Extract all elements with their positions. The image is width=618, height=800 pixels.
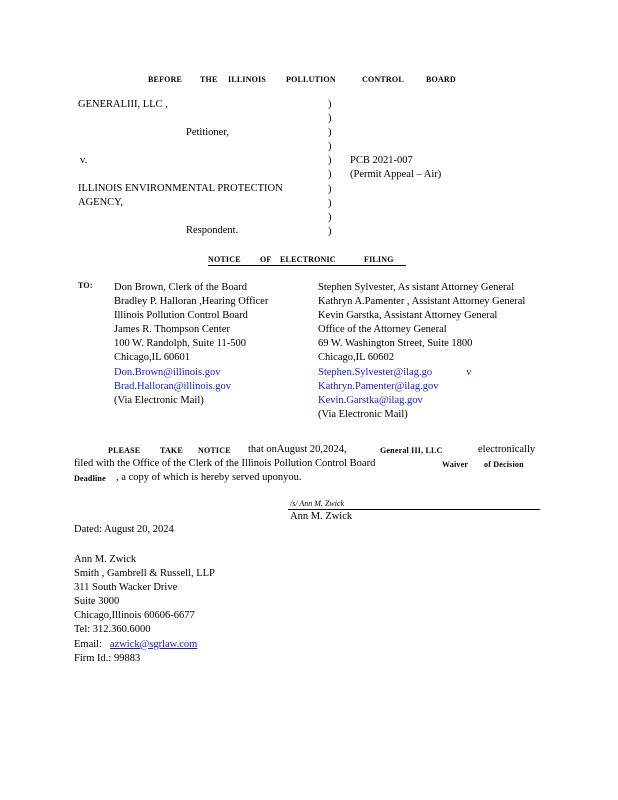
email-link[interactable]: Don.Brown@illinois.gov <box>114 366 221 378</box>
recipient-line: Kevin Garstka, Assistant Attorney General <box>318 310 498 322</box>
to-label: TO: <box>78 281 93 290</box>
attorney-line: 311 South Wacker Drive <box>74 582 178 594</box>
attorney-email-link[interactable]: azwick@sgrlaw.com <box>109 638 198 650</box>
via-line: (Via Electronic Mail) <box>114 394 204 406</box>
respondent-name-cont: AGENCY, <box>78 197 124 208</box>
recipient-line: Bradley P. Halloran ,Hearing Officer <box>114 296 269 308</box>
recipients-left <box>114 281 268 408</box>
attorney-line: Tel: 312.360.6000 <box>74 624 151 636</box>
title-word: FILING <box>364 255 394 264</box>
petitioner-label: Petitioner, <box>186 127 230 138</box>
filed-text: filed with the Office of the Clerk of the Illinois Pollution Control Board <box>74 458 376 469</box>
heading-word: CONTROL <box>362 75 404 84</box>
heading-word: BOARD <box>426 75 456 84</box>
email-link[interactable]: Kathryn.Pamenter@ilag.gov <box>318 380 439 392</box>
recipient-line: Don Brown, Clerk of the Board <box>114 282 247 293</box>
email-link[interactable]: Brad.Halloran@illinois.gov <box>114 380 231 392</box>
notice-date-text: that onAugust 20,2024, <box>248 444 347 455</box>
title-word: OF <box>260 255 272 264</box>
versus: v. <box>80 155 88 166</box>
recipient-line: Stephen Sylvester, As sistant Attorney General <box>318 282 515 293</box>
heading-word: ILLINOIS <box>228 75 267 84</box>
recipient-line: Chicago,IL 60602 <box>318 352 395 364</box>
signature-line <box>288 509 540 510</box>
please-word: PLEASE <box>108 446 141 455</box>
case-number: PCB 2021-007 <box>350 155 413 166</box>
attorney-block <box>74 553 227 666</box>
email-suffix: v <box>466 366 472 378</box>
caption-parens: ) ) ) ) ) ) ) ) ) ) <box>328 99 332 237</box>
via-line: (Via Electronic Mail) <box>318 408 408 420</box>
signer-name: Ann M. Zwick <box>290 511 353 522</box>
firm-id: Firm Id.: 99883 <box>74 652 141 664</box>
dated-line: Dated: August 20, 2024 <box>74 524 174 535</box>
attorney-line: Suite 3000 <box>74 596 120 608</box>
notice-word: NOTICE <box>198 446 231 455</box>
electronic-signature: /s/ Ann M. Zwick <box>290 499 345 508</box>
email-link[interactable]: Stephen.Sylvester@ilag.go <box>318 366 433 378</box>
served-text: , a copy of which is hereby served uponyou. <box>116 472 302 483</box>
recipient-line: Kathryn A.Pamenter , Assistant Attorney General <box>318 296 526 308</box>
recipients-right <box>318 281 525 422</box>
heading-word: THE <box>200 75 218 84</box>
recipient-line: 100 W. Randolph, Suite 11-500 <box>114 338 247 350</box>
heading-word: BEFORE <box>148 75 183 84</box>
electronically-text: electronically <box>478 444 536 455</box>
title-underline <box>208 265 406 266</box>
email-label: Email: <box>74 638 102 650</box>
decision-text: of Decision <box>484 460 524 469</box>
recipient-line: Illinois Pollution Control Board <box>114 310 248 322</box>
petitioner-name: GENERALIII, LLC , <box>78 99 168 110</box>
email-link[interactable]: Kevin.Garstka@ilag.gov <box>318 394 423 406</box>
waiver-text: Waiver <box>442 460 469 469</box>
recipient-line: Office of the Attorney General <box>318 324 447 336</box>
title-word: NOTICE <box>208 255 241 264</box>
title-word: ELECTRONIC <box>280 255 336 264</box>
case-type: (Permit Appeal – Air) <box>350 169 442 180</box>
attorney-line: Chicago,Illinois 60606-6677 <box>74 610 195 622</box>
recipient-line: James R. Thompson Center <box>114 324 230 336</box>
recipient-line: 69 W. Washington Street, Suite 1800 <box>318 338 473 350</box>
deadline-text: Deadline <box>74 474 106 483</box>
respondent-name: ILLINOIS ENVIRONMENTAL PROTECTION <box>78 183 283 194</box>
respondent-label: Respondent. <box>186 225 239 236</box>
heading-word: POLLUTION <box>286 75 336 84</box>
recipient-line: Chicago,IL 60601 <box>114 352 191 364</box>
party-name: General III, LLC <box>380 446 443 455</box>
attorney-line: Ann M. Zwick <box>74 554 137 565</box>
attorney-line: Smith , Gambrell & Russell, LLP <box>74 568 215 580</box>
take-word: TAKE <box>160 446 183 455</box>
